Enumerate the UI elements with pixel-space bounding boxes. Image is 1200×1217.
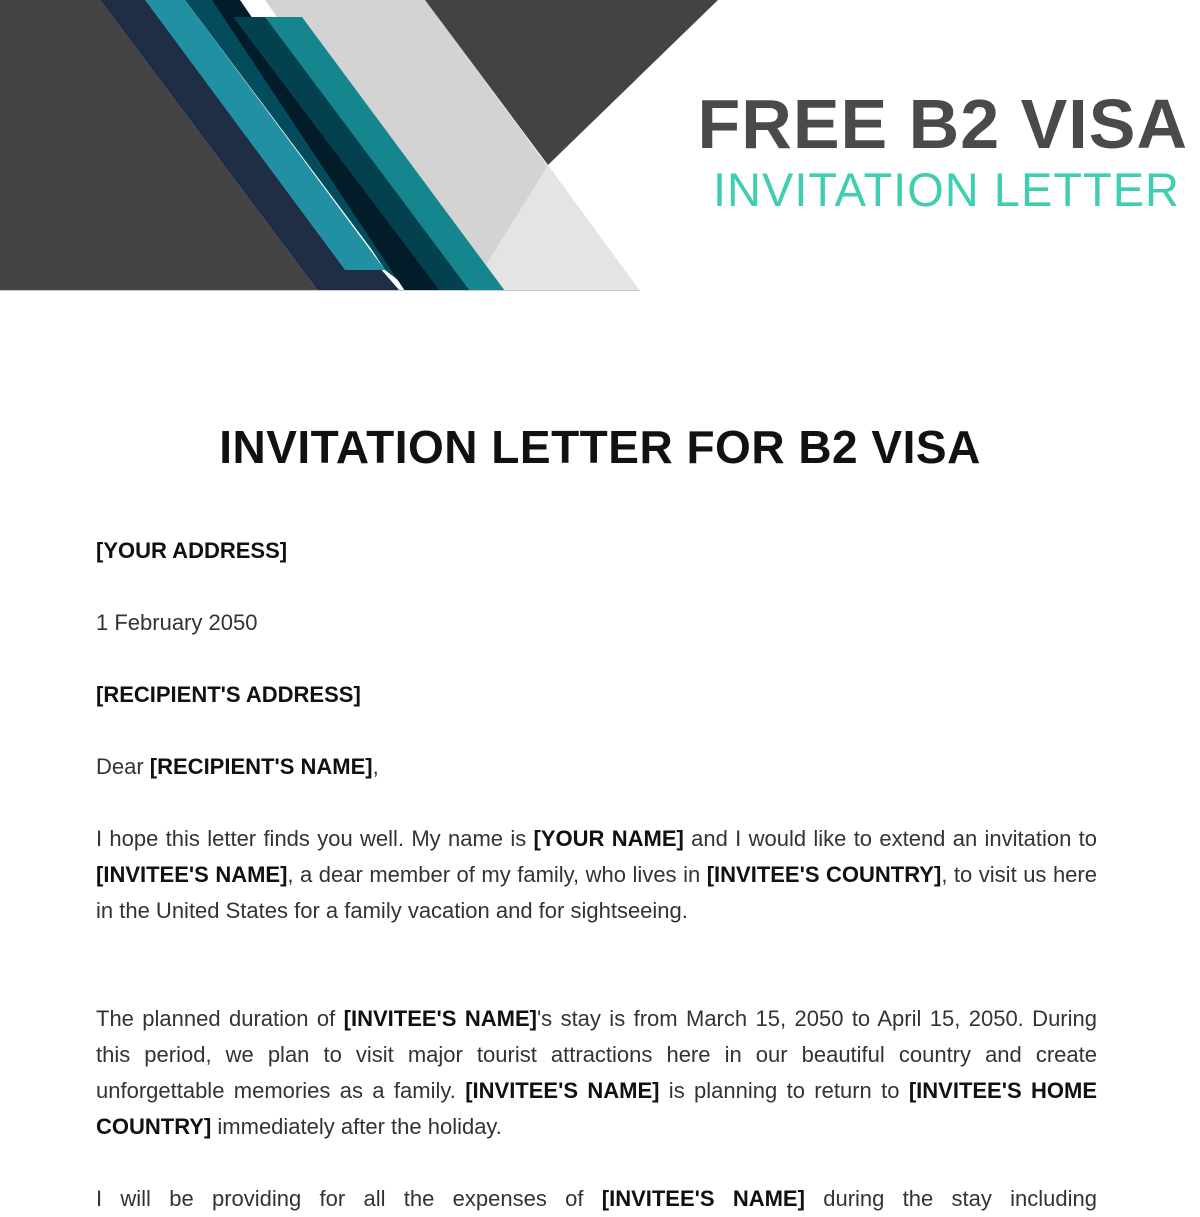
placeholder: [INVITEE'S NAME] — [601, 1186, 805, 1211]
paragraph-2 — [96, 1001, 1097, 1145]
sender-address — [96, 533, 1097, 569]
placeholder: [YOUR NAME] — [533, 826, 684, 851]
text: is planning to return to — [659, 1078, 909, 1103]
text: during the stay including — [804, 1186, 1097, 1211]
salutation-prefix: Dear — [96, 754, 150, 779]
paragraph-1 — [96, 821, 1097, 929]
header-title: FREE B2 VISA — [697, 85, 1188, 163]
text: I will be providing for all the expenses of — [96, 1186, 602, 1211]
document-title: INVITATION LETTER FOR B2 VISA — [219, 421, 981, 473]
placeholder: [INVITEE'S NAME] — [96, 862, 288, 887]
letter-date: 1 February 2050 — [96, 610, 258, 635]
text: immediately after the holiday. — [211, 1114, 502, 1139]
salutation — [96, 749, 1097, 785]
paragraph-3 — [96, 1181, 1097, 1217]
text: , to visit us here in the United States for a family vacation and for sightseeing. — [96, 862, 1097, 923]
placeholder: [INVITEE'S COUNTRY] — [706, 862, 942, 887]
text: , a dear member of my family, who lives in — [287, 862, 707, 887]
text: The planned duration of — [96, 1006, 344, 1031]
recipient-address — [96, 677, 1097, 713]
sender-address-text: [YOUR ADDRESS] — [96, 538, 288, 563]
header-subtitle: INVITATION LETTER — [712, 163, 1180, 216]
recipient-address-text: [RECIPIENT'S ADDRESS] — [96, 682, 361, 707]
text: I hope this letter finds you well. My name is — [96, 826, 534, 851]
text: and I would like to extend an invitation to — [683, 826, 1097, 851]
placeholder: [INVITEE'S HOME COUNTRY] — [96, 1078, 1097, 1139]
salutation-name: [RECIPIENT'S NAME] — [149, 754, 373, 779]
text: 's stay is from March 15, 2050 to April 15, 2050. During this period, we plan to visit major tourist attractions here in our beautiful country and create unforgettable memories as a family. — [96, 1006, 1097, 1103]
salutation-suffix: , — [372, 754, 379, 779]
placeholder: [INVITEE'S NAME] — [465, 1078, 660, 1103]
placeholder: [INVITEE'S NAME] — [343, 1006, 537, 1031]
